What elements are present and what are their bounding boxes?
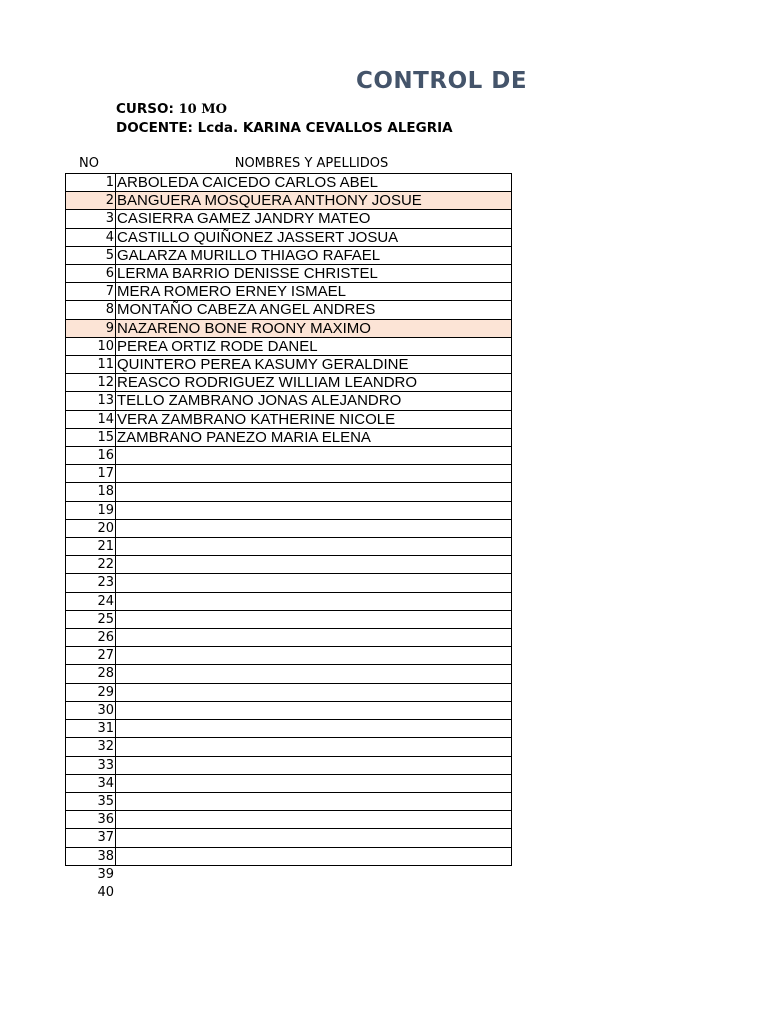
table-row xyxy=(66,665,512,683)
table-row xyxy=(66,811,512,829)
student-name-cell xyxy=(116,610,512,628)
row-number-cell: 27 xyxy=(66,647,116,665)
table-row xyxy=(66,592,512,610)
row-number-cell: 21 xyxy=(66,538,116,556)
student-name-cell xyxy=(116,665,512,683)
row-number-cell: 15 xyxy=(66,428,116,446)
student-name-cell: VERA ZAMBRANO KATHERINE NICOLE xyxy=(116,410,512,428)
row-number-cell: 8 xyxy=(66,301,116,319)
table-row xyxy=(66,774,512,792)
student-name-cell: NAZARENO BONE ROONY MAXIMO xyxy=(116,319,512,337)
table-row xyxy=(66,356,512,374)
student-name-cell: ZAMBRANO PANEZO MARIA ELENA xyxy=(116,428,512,446)
table-row xyxy=(66,228,512,246)
table-row xyxy=(66,428,512,446)
student-roster-table xyxy=(65,173,512,902)
student-name-cell: CASTILLO QUIÑONEZ JASSERT JOSUA xyxy=(116,228,512,246)
row-number-cell: 31 xyxy=(66,720,116,738)
column-header-names: NOMBRES Y APELLIDOS xyxy=(234,156,389,171)
table-row xyxy=(66,283,512,301)
row-number-cell: 25 xyxy=(66,610,116,628)
table-row xyxy=(66,738,512,756)
student-name-cell: CASIERRA GAMEZ JANDRY MATEO xyxy=(116,210,512,228)
student-name-cell xyxy=(116,592,512,610)
row-number-cell: 1 xyxy=(66,174,116,192)
row-number-cell: 5 xyxy=(66,246,116,264)
teacher-value: Lcda. KARINA CEVALLOS ALEGRIA xyxy=(197,120,453,136)
table-row xyxy=(66,265,512,283)
table-row xyxy=(66,829,512,847)
row-number-cell: 11 xyxy=(66,356,116,374)
table-row xyxy=(66,483,512,501)
course-line xyxy=(116,100,227,119)
column-header-number: NO xyxy=(79,156,99,171)
row-number-cell: 17 xyxy=(66,465,116,483)
student-name-cell xyxy=(116,738,512,756)
course-value: 10 MO xyxy=(178,102,227,117)
table-row xyxy=(66,556,512,574)
row-number-cell: 20 xyxy=(66,519,116,537)
student-name-cell xyxy=(116,629,512,647)
table-row xyxy=(66,720,512,738)
table-row xyxy=(66,629,512,647)
roster-body xyxy=(66,174,512,902)
row-number-cell: 22 xyxy=(66,556,116,574)
student-name-cell xyxy=(116,538,512,556)
table-row xyxy=(66,374,512,392)
row-number-cell: 32 xyxy=(66,738,116,756)
table-row xyxy=(66,174,512,192)
table-row xyxy=(66,447,512,465)
row-number-cell: 16 xyxy=(66,447,116,465)
student-name-cell: LERMA BARRIO DENISSE CHRISTEL xyxy=(116,265,512,283)
student-name-cell: QUINTERO PEREA KASUMY GERALDINE xyxy=(116,356,512,374)
student-name-cell: PEREA ORTIZ RODE DANEL xyxy=(116,337,512,355)
table-row xyxy=(66,501,512,519)
row-number-cell: 9 xyxy=(66,319,116,337)
row-number-cell: 37 xyxy=(66,829,116,847)
student-name-cell xyxy=(116,465,512,483)
table-row xyxy=(66,610,512,628)
row-number-cell: 18 xyxy=(66,483,116,501)
table-row xyxy=(66,647,512,665)
teacher-line xyxy=(116,119,453,137)
student-name-cell: ARBOLEDA CAICEDO CARLOS ABEL xyxy=(116,174,512,192)
row-number-cell: 30 xyxy=(66,701,116,719)
row-number-cell: 29 xyxy=(66,683,116,701)
student-name-cell xyxy=(116,701,512,719)
student-name-cell xyxy=(116,847,512,865)
row-number-cell: 24 xyxy=(66,592,116,610)
row-number-cell: 33 xyxy=(66,756,116,774)
table-row xyxy=(66,319,512,337)
table-row xyxy=(66,701,512,719)
row-number-cell: 10 xyxy=(66,337,116,355)
teacher-label: DOCENTE: xyxy=(116,120,193,136)
row-number-cell: 38 xyxy=(66,847,116,865)
student-name-cell xyxy=(116,774,512,792)
row-number-cell: 35 xyxy=(66,792,116,810)
table-row xyxy=(66,519,512,537)
row-number-cell: 23 xyxy=(66,574,116,592)
row-number-cell: 7 xyxy=(66,283,116,301)
table-row xyxy=(66,337,512,355)
student-name-cell xyxy=(116,519,512,537)
student-name-cell: MONTAÑO CABEZA ANGEL ANDRES xyxy=(116,301,512,319)
student-name-cell: BANGUERA MOSQUERA ANTHONY JOSUE xyxy=(116,192,512,210)
student-name-cell xyxy=(116,483,512,501)
table-row xyxy=(66,683,512,701)
student-name-cell xyxy=(116,829,512,847)
student-name-cell: TELLO ZAMBRANO JONAS ALEJANDRO xyxy=(116,392,512,410)
row-number-cell: 13 xyxy=(66,392,116,410)
student-name-cell xyxy=(116,501,512,519)
student-name-cell xyxy=(116,792,512,810)
student-name-cell xyxy=(116,574,512,592)
row-number-cell: 4 xyxy=(66,228,116,246)
row-number-cell: 34 xyxy=(66,774,116,792)
table-row xyxy=(66,246,512,264)
student-name-cell xyxy=(116,447,512,465)
student-name-cell xyxy=(116,811,512,829)
student-name-cell xyxy=(116,865,512,883)
student-name-cell: GALARZA MURILLO THIAGO RAFAEL xyxy=(116,246,512,264)
row-number-cell: 14 xyxy=(66,410,116,428)
student-name-cell xyxy=(116,883,512,901)
table-row xyxy=(66,574,512,592)
student-name-cell xyxy=(116,647,512,665)
row-number-cell: 28 xyxy=(66,665,116,683)
table-row xyxy=(66,192,512,210)
table-row xyxy=(66,883,512,901)
table-row xyxy=(66,865,512,883)
row-number-cell: 39 xyxy=(97,866,114,882)
student-name-cell xyxy=(116,756,512,774)
student-name-cell xyxy=(116,720,512,738)
row-number-cell: 36 xyxy=(66,811,116,829)
row-number-cell: 2 xyxy=(66,192,116,210)
table-row xyxy=(66,392,512,410)
table-row xyxy=(66,410,512,428)
row-number-cell: 26 xyxy=(66,629,116,647)
table-row xyxy=(66,301,512,319)
table-row xyxy=(66,756,512,774)
course-label: CURSO: xyxy=(116,101,174,117)
student-name-cell: MERA ROMERO ERNEY ISMAEL xyxy=(116,283,512,301)
table-row xyxy=(66,538,512,556)
document-title: CONTROL DE xyxy=(356,68,528,94)
table-row xyxy=(66,465,512,483)
student-name-cell: REASCO RODRIGUEZ WILLIAM LEANDRO xyxy=(116,374,512,392)
row-number-cell: 12 xyxy=(66,374,116,392)
row-number-cell: 40 xyxy=(97,884,114,900)
row-number-cell: 6 xyxy=(66,265,116,283)
table-row xyxy=(66,792,512,810)
student-name-cell xyxy=(116,556,512,574)
row-number-cell: 3 xyxy=(66,210,116,228)
table-row xyxy=(66,210,512,228)
table-row xyxy=(66,847,512,865)
row-number-cell: 19 xyxy=(66,501,116,519)
student-name-cell xyxy=(116,683,512,701)
